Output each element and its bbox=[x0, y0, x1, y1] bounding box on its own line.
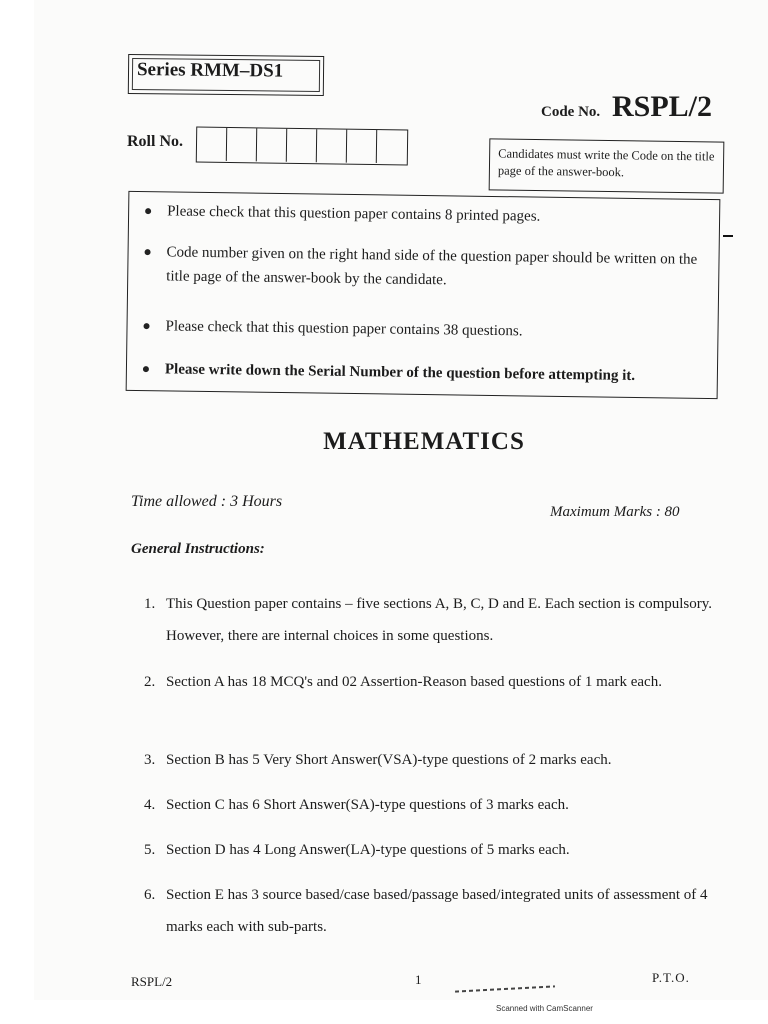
series-label: Series RMM–DS1 bbox=[136, 59, 284, 82]
page-title: MATHEMATICS bbox=[323, 428, 525, 455]
scanner-watermark: Scanned with CamScanner bbox=[496, 1004, 593, 1013]
candidates-note: Candidates must write the Code on the title page of the answer-book. bbox=[489, 138, 725, 193]
page-number: 1 bbox=[415, 972, 422, 987]
instruction-text: Section A has 18 MCQ's and 02 Assertion-Reason based questions of 1 mark each. bbox=[166, 674, 662, 690]
bullet-icon bbox=[145, 208, 151, 214]
instruction-item bbox=[144, 879, 714, 943]
instruction-item bbox=[144, 834, 714, 866]
checklist-item bbox=[141, 199, 711, 231]
instruction-item bbox=[144, 666, 714, 698]
roll-number-cell[interactable] bbox=[317, 129, 347, 162]
code-label: Code No. bbox=[541, 104, 601, 120]
time-allowed: Time allowed : 3 Hours bbox=[131, 493, 283, 510]
bullet-icon bbox=[143, 366, 149, 372]
instruction-text: Section C has 6 Short Answer(SA)-type questions of 3 marks each. bbox=[166, 797, 569, 813]
instruction-text: Section B has 5 Very Short Answer(VSA)-type questions of 2 marks each. bbox=[166, 752, 612, 768]
roll-number-cell[interactable] bbox=[227, 128, 257, 161]
roll-number-cell[interactable] bbox=[257, 128, 287, 161]
roll-number-cell[interactable] bbox=[377, 130, 407, 163]
roll-number-cell[interactable] bbox=[287, 129, 317, 162]
instruction-number: 6. bbox=[144, 887, 156, 903]
roll-number-cell[interactable] bbox=[347, 130, 377, 163]
bullet-icon bbox=[145, 249, 151, 255]
checklist-item-text: Please write down the Serial Number of the question before attempting it. bbox=[164, 361, 636, 384]
checklist-item bbox=[139, 314, 709, 346]
instruction-number: 5. bbox=[144, 842, 156, 858]
instruction-item bbox=[144, 588, 714, 652]
general-instructions-heading: General Instructions: bbox=[131, 541, 265, 557]
roll-label: Roll No. bbox=[127, 133, 183, 150]
checklist-item-text: Please check that this question paper contains 8 printed pages. bbox=[167, 203, 541, 225]
margin-mark bbox=[723, 235, 733, 237]
roll-number-cell[interactable] bbox=[197, 128, 227, 161]
instruction-text: This Question paper contains – five sections A, B, C, D and E. Each section is compulsory. However, there are internal choices in some questions. bbox=[166, 596, 713, 644]
instruction-number: 3. bbox=[144, 752, 156, 768]
instruction-number: 4. bbox=[144, 797, 156, 813]
code-value: RSPL/2 bbox=[612, 90, 713, 123]
instruction-item bbox=[144, 789, 714, 821]
checklist-item-text: Code number given on the right hand side of the question paper should be written on the title page of the answer-book by the candidate. bbox=[166, 244, 698, 289]
checklist-box bbox=[126, 191, 721, 399]
instruction-number: 1. bbox=[144, 596, 156, 612]
checklist-item bbox=[139, 357, 709, 389]
pto-label: P.T.O. bbox=[652, 970, 690, 985]
footer-code: RSPL/2 bbox=[131, 974, 173, 989]
instruction-text: Section D has 4 Long Answer(LA)-type questions of 5 marks each. bbox=[166, 842, 570, 858]
roll-number-grid[interactable] bbox=[196, 127, 408, 166]
instruction-number: 2. bbox=[144, 674, 156, 690]
bullet-icon bbox=[143, 323, 149, 329]
checklist-item bbox=[140, 240, 711, 296]
checklist-item-text: Please check that this question paper contains 38 questions. bbox=[165, 318, 523, 340]
instruction-item bbox=[144, 744, 714, 776]
series-box bbox=[128, 54, 324, 96]
maximum-marks: Maximum Marks : 80 bbox=[550, 504, 680, 520]
instruction-text: Section E has 3 source based/case based/passage based/integrated units of assessment of 4 marks each with sub-parts. bbox=[166, 887, 708, 935]
